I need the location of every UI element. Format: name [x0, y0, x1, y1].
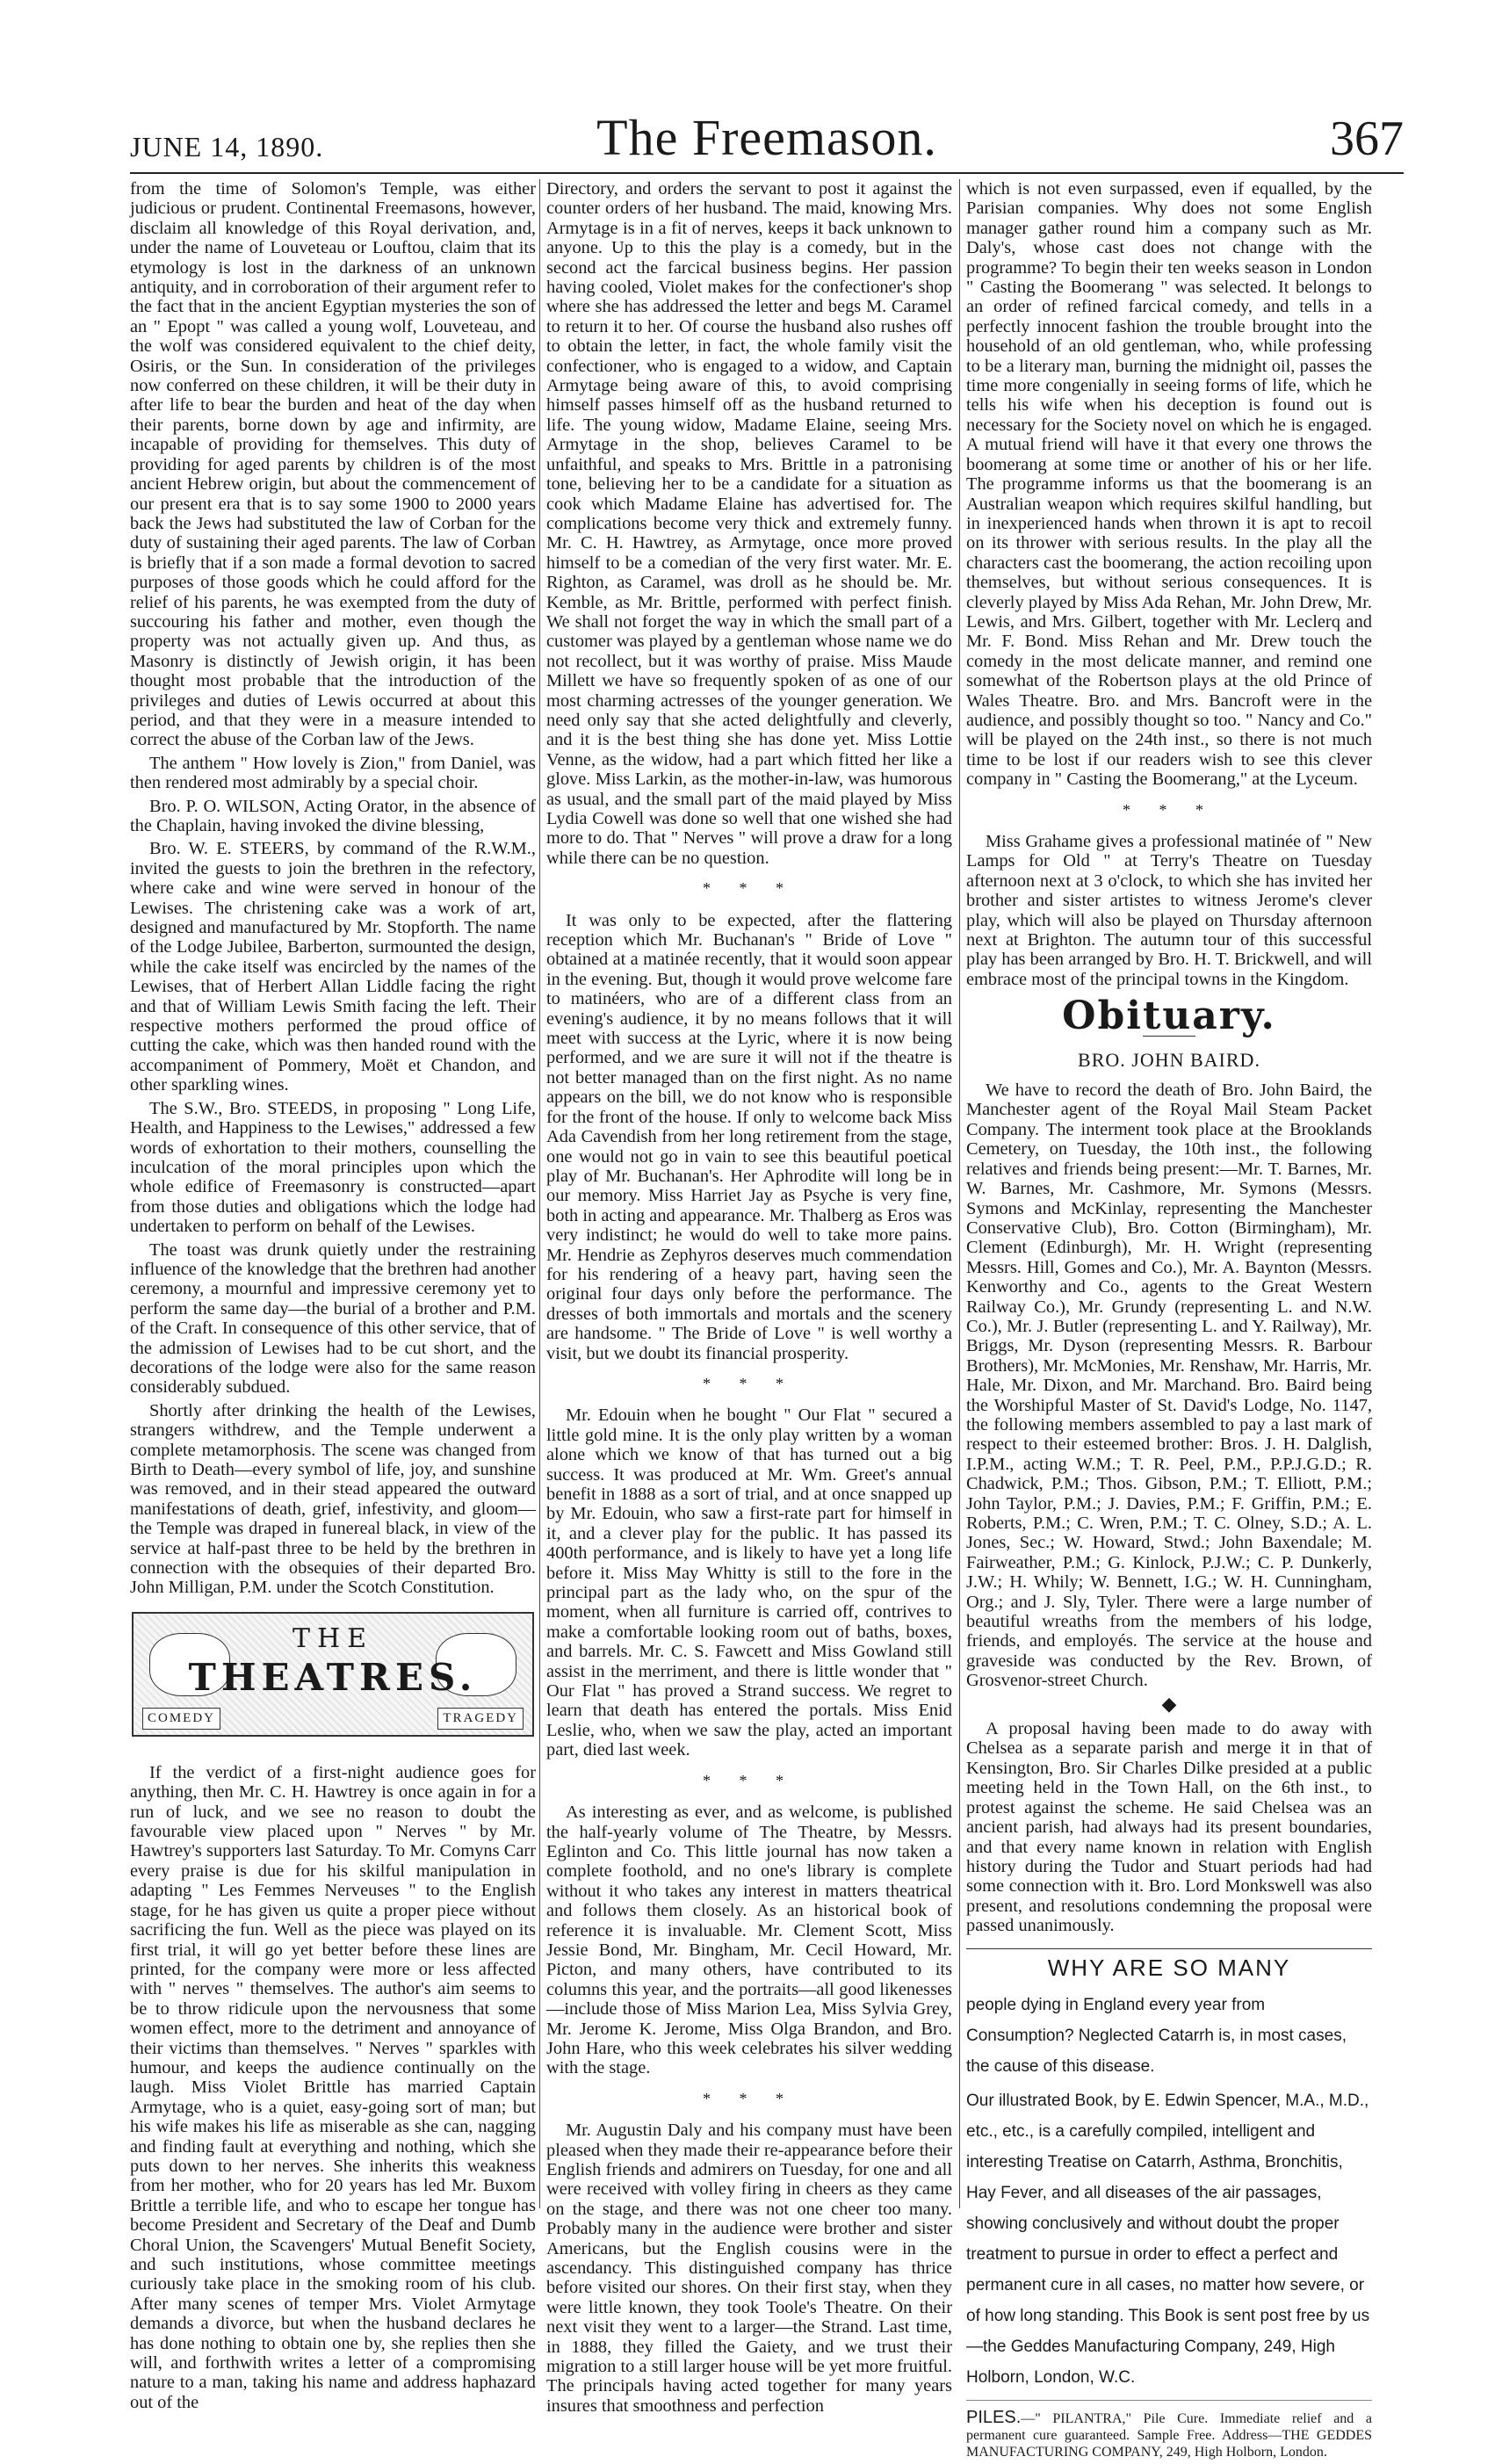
page-number: 367	[1330, 112, 1404, 166]
section-separator: * * *	[703, 1374, 796, 1392]
paragraph: Directory, and orders the servant to post it against the counter orders of her husband. The maid, knowing Mrs. Armytage is in a fit of nerves, keeps it back unknown to anyone. Up to this the play is a comedy, but in the second act the farcical business begins. Her passion having cooled, Violet makes for the confectioner's shop where she has addressed the letter and begs M. Caramel to return it to her. Of course the husband also rushes off to obtain the letter, in fact, the whole family visit the confectioner, who is engaged to a widow, and Captain Armytage being aware of this, to avoid comprising himself passes himself off as the husband returned to life. The young widow, Madame Elaine, seeing Mrs. Armytage in the shop, believes Caramel to be unfaithful, and speaks to Mrs. Brittle in a patronising tone, believing her to be a candidate for a situation as cook which Madame Elaine has advertised for. The complications become very thick and extremely funny. Mr. C. H. Hawtrey, as Armytage, once more proved himself to be a comedian of the very first water. Mr. E. Righton, as Caramel, was droll as he should be. Mr. Kemble, as Mr. Brittle, performed with perfect finish. We shall not forget the way in which the small part of a customer was played by a gentleman whose name we do not recollect, but it was worthy of praise. Miss Maude Millett we have so frequently spoken of as one of our most charming actresses of the younger generation. We need only say that she acted delightfully and cleverly, and it is the best thing she has done yet. Miss Lottie Venne, as the widow, had a part which fitted her like a glove. Miss Larkin, as the mother-in-law, was humorous as usual, and the small part of the maid played by Miss Lydia Cowell was done so well that one wished she had more to do. That " Nerves " will prove a draw for a long while there can be no question.	[546, 179, 952, 868]
paragraph: Mr. Edouin when he bought " Our Flat " secured a little gold mine. It is the only play written by a woman alone which we know of that has turned out a big success. It was produced at Mr. Wm. Greet's annual benefit in 1888 as a sort of trial, and at once snapped up by Mr. Edouin, who saw a first-rate part for himself in it, and a clever play for the public. It has passed its 400th performance, and is likely to have yet a long life before it. Miss May Whitty is still to the fore in the principal part as the lady who, on the spur of the moment, when all furniture is carried off, contrives to make a comfortable looking room out of baths, boxes, and barrels. Mr. C. S. Fawcett and Miss Gowland still assist in the merriment, and there is little wonder that " Our Flat " has proved a Strand success. We regret to learn that death has entered the portals. Miss Enid Leslie, who, when we saw the play, acted an important part, died last week.	[546, 1405, 952, 1760]
paragraph: Bro. W. E. STEERS, by command of the R.W.M., invited the guests to join the brethren in the refectory, where cake and wine were served in honour of the Lewises. The christening cake was a work of art, designed and manufactured by Mr. Stopforth. The name of the Lodge Jubilee, Barberton, surmounted the design, while the cake itself was encircled by the names of the Lewises, that of Herbert Allan Liddle facing the right and that of William Lewis Smith facing the left. Their respective mothers performed the proud office of cutting the cake, which was then handed round with the accompaniment of Pommery, Moët et Chandon, and other sparkling wines.	[130, 839, 536, 1095]
paragraph: Mr. Augustin Daly and his company must have been pleased when they made their re-appearance before their English friends and admirers on Tuesday, for one and all were received with volley firing in cheers as they came on the stage, and there was not one cheer too many. Probably many in the audience were brother and sister Americans, but the English cousins were in the ascendancy. This distinguished company has thrice before visited our shores. On their first stay, when they were little known, they took Toole's Theatre. On their next visit they went to a larger—the Strand. Last time, in 1888, they filled the Gaiety, and we trust their migration to a still larger house will be yet more fruitful. The principals having acted together for many years insures that smoothness and perfection	[546, 2121, 952, 2416]
column-2	[546, 179, 952, 2419]
issue-date: JUNE 14, 1890.	[130, 131, 324, 163]
section-separator: * * *	[703, 879, 796, 898]
column-divider	[539, 179, 540, 2208]
advertisement-heading: WHY ARE SO MANY	[966, 1948, 1372, 1990]
piles-advertisement	[966, 2400, 1372, 2460]
obituary-heading: Obituary.	[1062, 994, 1276, 1039]
theatres-banner-illustration	[132, 1612, 534, 1737]
obituary-name: BRO. JOHN BAIRD.	[1078, 1048, 1260, 1071]
piles-label: PILES.	[966, 2407, 1022, 2427]
ad-paragraph: people dying in England every year from Consumption? Neglected Catarrh is, in most cases, the cause of this disease.	[966, 1995, 1347, 2076]
ad-paragraph: Our illustrated Book, by E. Edwin Spencer, M.A., M.D., etc., etc., is a carefully compiled, intelligent and interesting Treatise on Catarrh, Asthma, Bronchitis, Hay Fever, and all diseases of the air passages, showing conclusively and without doubt the proper treatment to pursue in order to effect a perfect and permanent cure in all cases, no matter how severe, or of how long standing. This Book is sent post free by us—the Geddes Manufacturing Company, 249, High Holborn, London, W.C.	[966, 2091, 1370, 2387]
paragraph: Shortly after drinking the health of the Lewises, strangers withdrew, and the Temple underwent a complete metamorphosis. The scene was changed from Birth to Death—every symbol of life, joy, and sunshine was removed, and in their stead appeared the outward manifestations of death, grief, infestivity, and gloom—the Temple was draped in funereal black, in view of the service at half-past three to be held by the brethren in connection with the obsequies of their departed Bro. John Milligan, P.M. under the Scotch Constitution.	[130, 1400, 536, 1598]
header-rule	[130, 172, 1404, 174]
banner-top-word: THE	[292, 1622, 374, 1654]
paragraph: We have to record the death of Bro. John Baird, the Manchester agent of the Royal Mail Steam Packet Company. The interment took place at the Brooklands Cemetery, on Tuesday, the 10th inst., the following relatives and friends being present:—Mr. T. Barnes, Mr. W. Barnes, Mr. Cashmore, Mr. Symons (Messrs. Symons and McKinlay, representing the Manchester Conservative Club), Bro. Cotton (Birmingham), Mr. Clement (Edinburgh), Mr. H. Wright (representing Messrs. Hill, Gomes and Co.), Mr. A. Baynton (Messrs. Kenworthy and Co., agents to the Great Western Railway Co.), Mr. Grundy (representing L. and N.W. Co.), Mr. J. Butler (representing L. and Y. Railway), Mr. Briggs, Mr. Dyson (representing Messrs. R. Barbour Brothers), Mr. McMonies, Mr. Renshaw, Mr. Harris, Mr. Hale, Mr. Dixon, and Mr. Marchand. Bro. Baird being the Worshipful Master of St. David's Lodge, No. 1147, the following members assembled to pay a last mark of respect to their esteemed brother: Bros. J. H. Dalglish, I.P.M., acting W.M.; T. R. Peel, P.M., P.P.J.G.D.; R. Chadwick, P.M.; Thos. Gibson, P.M.; T. Elliott, P.M.; John Taylor, P.M.; J. Davies, P.M.; F. Griffin, P.M.; E. Roberts, P.M.; C. Wren, P.M.; T. C. Olney, S.D.; A. L. Jones, Sec.; W. Howard, Stwd.; John Baxendale; M. Fairweather, P.M.; G. Kinlock, P.J.W.; C. P. Dunkerly, J.W.; H. Whily; W. Bennett, I.G.; W. H. Cunningham, Org.; and J. Sly, Tyler. There were a large number of beautiful wreaths from the members of his lodge, friends, and employés. The service at the house and graveside was conducted by the Rev. Brown, of Grosvenor-street Church.	[966, 1080, 1372, 1691]
piles-text: —" PILANTRA," Pile Cure. Immediate relief and a permanent cure guaranteed. Sample Free. Address—THE GEDDES MANUFACTURING COMPANY, 249, High Holborn, London.	[966, 2410, 1372, 2460]
column-1	[130, 179, 536, 2416]
paragraph: If the verdict of a first-night audience goes for anything, then Mr. C. H. Hawtrey is once again in for a run of luck, and we see no reason to doubt the favourable view placed upon " Nerves " by Mr. Hawtrey's supporters last Saturday. To Mr. Comyns Carr every praise is due for his skilful manipulation in adapting " Les Femmes Nerveuses " to the English stage, for he has given us quite a proper piece without sacrificing the fun. Well as the piece was played on its first trial, it will go yet better before these lines are printed, for the company were more or less affected with " nerves " themselves. The author's aim seems to be to throw ridicule upon the nervousness that some women effect, more to the detriment and annoyance of their victims than themselves. " Nerves " sparkles with humour, and keeps the audience continually on the laugh. Miss Violet Brittle has married Captain Armytage, who is a quiet, easy-going sort of man; but his wife makes his life as miserable as she can, nagging and finding fault at everything and nothing, which she puts down to her nerves. She inherits this weakness from her mother, who for 20 years has led Mr. Buxom Brittle a terrible life, and who to escape her tongue has become President and Secretary of the Deaf and Dumb Choral Union, the Scavengers' Mutual Benefit Society, and such institutions, whose committee meetings curiously take place in the smoking room of his club. After many scenes of temper Mrs. Violet Armytage demands a divorce, but when the husband declares he has done nothing to obtain one by, she replies then she will, and forthwith writes a letter of a compromising nature to a man, taking his name and address haphazard out of the	[130, 1762, 536, 2412]
column-3	[966, 179, 1372, 2464]
paragraph: which is not even surpassed, even if equalled, by the Parisian companies. Why does not some English manager gather round him a company such as Mr. Daly's, whose cast does not change with the programme? To begin their ten weeks season in London " Casting the Boomerang " was selected. It belongs to an order of refined farcical comedy, and tells in a perfectly innocent fashion the trouble brought into the household of an old gentleman, who, while professing to be a literary man, burning the midnight oil, passes the time more congenially in seeing forms of life, which he tells his wife when his deception is found out is necessary for the Society novel on which he is engaged. A mutual friend will have it that every one throws the boomerang at some time or another of his or her life. The programme informs us that the boomerang is an Australian weapon which requires skilful handling, but in inexperienced hands when thrown it is apt to recoil on its thrower with serious results. In the play all the characters cast the boomerang, the action recoiling upon themselves, but without serious consequences. It is cleverly played by Miss Ada Rehan, Mr. John Drew, Mr. Lewis, and Mrs. Gilbert, together with Mr. Leclerq and Mr. F. Bond. Miss Rehan and Mr. Drew touch the comedy in the most delicate manner, and remind one somewhat of the Robertson plays at the old Prince of Wales Theatre. Bro. and Mrs. Bancroft were in the audience, and possibly thought so too. " Nancy and Co." will be played on the 24th inst., so there is not much time to be lost if our readers wish to see this clever company in " Casting the Boomerang," at the Lyceum.	[966, 179, 1372, 790]
diamond-separator-icon: ◆	[1161, 1692, 1177, 1715]
paragraph: The toast was drunk quietly under the restraining influence of the knowledge that the brethren had another ceremony, a mournful and impressive ceremony yet to perform the same day—the burial of a brother and P.M. of the Craft. In consequence of this other service, that of the admission of Lewises had to be cut short, and the decorations of the lodge were also for the same reason considerably subdued.	[130, 1239, 537, 1398]
paragraph: A proposal having been made to do away with Chelsea as a separate parish and merge it in that of Kensington, Bro. Sir Charles Dilke presided at a public meeting held in the Town Hall, on the 6th inst., to protest against the scheme. He said Chelsea was an ancient parish, had always had its present boundaries, and that every name known in relation with English history during the Tudor and Stuart periods had had some connection with it. Bro. Lord Monkswell was also present, and resolutions condemning the proposal were passed unanimously.	[966, 1719, 1372, 1936]
column-divider	[959, 179, 960, 2208]
paragraph: It was only to be expected, after the flattering reception which Mr. Buchanan's " Bride of Love " obtained at a matinée recently, that it would soon appear in the evening. But, though it would prove welcome fare to matinéers, who are of a different class from an evening's audience, it by no means follows that it will meet with success at the Lyric, where it is now being performed, and we are sure it will not if the theatre is not better managed than on the first night. As no name appears on the bill, we do not know who is responsible for the front of the house. If only to welcome back Miss Ada Cavendish from her long retirement from the stage, one would not go in vain to see this beautiful poetical play of Mr. Buchanan's. Her Aphrodite will long be in our memory. Miss Harriet Jay as Psyche is very fine, both in acting and appearance. Mr. Thalberg as Eros was very indistinct; he would do well to take more pains. Mr. Hendrie as Zephyros deserves much commendation for his rendering of a heavy part, having seen the original four days only before the performance. The dresses of both immortals and mortals and the scenery are handsome. " The Bride of Love " is well worthy a visit, but we doubt its financial prosperity.	[546, 910, 952, 1363]
section-separator: * * *	[703, 2089, 796, 2107]
paragraph: The S.W., Bro. STEEDS, in proposing " Long Life, Health, and Happiness to the Lewises," addressed a few words of exhortation to their mothers, counselling the inculcation of the moral principles upon which the whole edifice of Freemasonry is constructed—apart from those duties and obligations which the lodge had undertaken to perform on behalf of the Lewises.	[130, 1098, 536, 1237]
paragraph: Miss Grahame gives a professional matinée of " New Lamps for Old " at Terry's Theatre on Tuesday afternoon next at 3 o'clock, to which she has invited her brother and sister artistes to witness Jerome's clever play, which will also be played on Thursday afternoon next at Brighton. The autumn tour of this successful play has been arranged by Bro. H. T. Brickwell, and will embrace most of the principal towns in the Kingdom.	[966, 832, 1372, 989]
advertisement	[966, 1990, 1372, 2393]
paragraph: As interesting as ever, and as welcome, is published the half-yearly volume of The Theatre, by Messrs. Eglinton and Co. This little journal has now taken a complete foothold, and no one's library is complete without it who takes any interest in matters theatrical and follows them closely. As an historical book of reference it is invaluable. Mr. Clement Scott, Miss Jessie Bond, Mr. Bingham, Mr. Cecil Howard, Mr. Picton, and many others, have contributed to its columns this year, and the portraits—all good likenesses—include those of Miss Marion Lea, Miss Sylvia Grey, Mr. Jerome K. Jerome, Miss Olga Brandon, and Bro. John Hare, who this week celebrates his silver wedding with the stage.	[546, 1803, 952, 2078]
section-separator: * * *	[1123, 800, 1216, 819]
paragraph: Bro. P. O. WILSON, Acting Orator, in the absence of the Chaplain, having invoked the divine blessing,	[130, 796, 536, 835]
paragraph: The anthem " How lovely is Zion," from Daniel, was then rendered most admirably by a special choir.	[130, 753, 536, 793]
banner-title: THEATRES.	[188, 1655, 478, 1699]
banner-comedy-label: COMEDY	[142, 1708, 220, 1729]
masthead	[130, 109, 1404, 167]
banner-tragedy-label: TRAGEDY	[437, 1708, 524, 1729]
section-separator: * * *	[703, 1771, 796, 1789]
newspaper-title: The Freemason.	[596, 109, 937, 166]
paragraph: from the time of Solomon's Temple, was either judicious or prudent. Continental Freemasons, however, disclaim all knowledge of this Royal derivation, and, under the name of Louveteau or Louftou, claim that its etymology is lost in the darkness of an unknown antiquity, and in corroboration of their argument refer to the fact that in the ancient Egyptian mysteries the son of an " Epopt " was called a young wolf, Louveteau, and the wolf was considered equivalent to the chief deity, Osiris, or the Sun. In consideration of the privileges now conferred on these children, it will be their duty in after life to bear the burden and heat of the day when their parents, borne down by age and infirmity, are incapable of providing for themselves. This duty of providing for aged parents by children is of the most ancient Hebrew origin, but about the commencement of our present era that is to say some 1900 to 2000 years back the Jews had substituted the law of Corban for the duty of sustaining their aged parents. The law of Corban is briefly that if a son made a formal devotion to sacred purposes of those goods which he could afford for the relief of his parents, he was exempted from the duty of succouring his father and mother, even though the property was not actually given up. And thus, as Masonry is distinctly of Jewish origin, it has been thought most probable that the introduction of the privileges and duties of Lewis occurred at about this period, and that they were in a measure intended to correct the abuse of the Corban law of the Jews.	[130, 179, 536, 750]
